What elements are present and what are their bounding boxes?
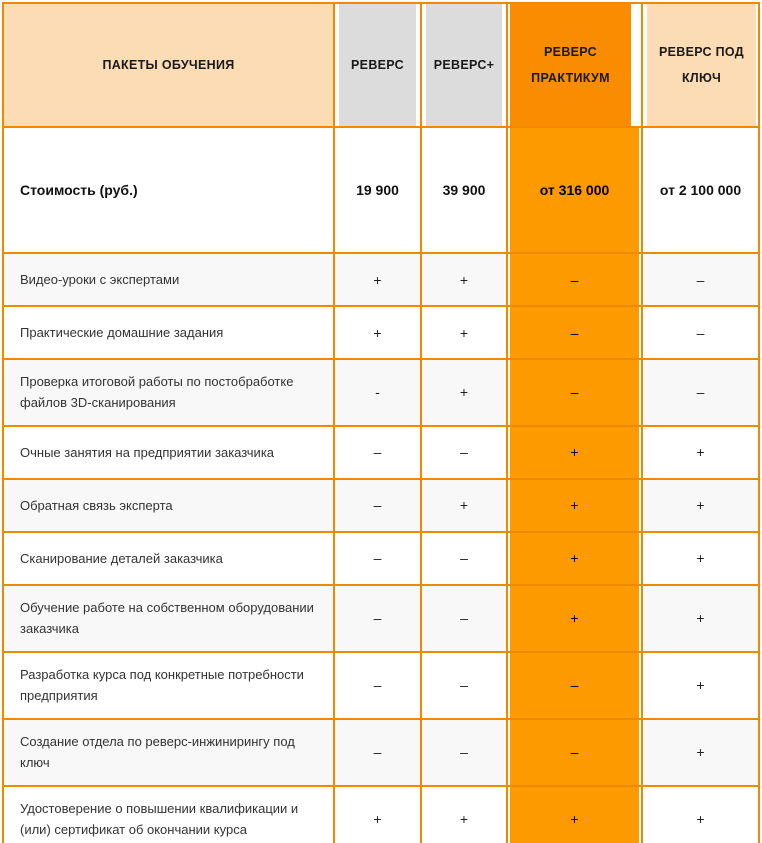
table-title: ПАКЕТЫ ОБУЧЕНИЯ bbox=[102, 58, 235, 72]
feature-mark: + bbox=[333, 254, 420, 305]
feature-mark: – bbox=[420, 653, 506, 718]
feature-mark: – bbox=[333, 427, 420, 478]
table-row bbox=[4, 785, 758, 843]
feature-mark: + bbox=[641, 653, 758, 718]
table-row bbox=[4, 252, 758, 305]
feature-name: Практические домашние задания bbox=[20, 324, 224, 340]
column-header-revers-pod-klyuch bbox=[641, 4, 758, 126]
feature-mark: – bbox=[506, 720, 641, 785]
price-value: от 2 100 000 bbox=[641, 128, 758, 252]
feature-name: Создание отдела по реверс-инжинирингу под ключ bbox=[20, 733, 295, 771]
feature-mark: + bbox=[641, 720, 758, 785]
feature-mark: – bbox=[506, 307, 641, 358]
feature-name: Очные занятия на предприятии заказчика bbox=[20, 444, 275, 460]
feature-mark: + bbox=[420, 787, 506, 843]
table-row bbox=[4, 651, 758, 718]
column-header-revers-plus bbox=[420, 4, 506, 126]
feature-mark: – bbox=[506, 360, 641, 425]
feature-mark: + bbox=[641, 586, 758, 651]
feature-mark: + bbox=[420, 307, 506, 358]
table-row bbox=[4, 478, 758, 531]
feature-mark: + bbox=[506, 533, 641, 584]
feature-mark: – bbox=[641, 254, 758, 305]
feature-mark: + bbox=[506, 427, 641, 478]
feature-mark: + bbox=[641, 533, 758, 584]
feature-mark: - bbox=[333, 360, 420, 425]
training-packages-table bbox=[2, 2, 760, 843]
feature-name: Сканирование деталей заказчика bbox=[20, 550, 223, 566]
price-value: 19 900 bbox=[333, 128, 420, 252]
table-row bbox=[4, 718, 758, 785]
feature-mark: + bbox=[420, 360, 506, 425]
feature-mark: – bbox=[641, 360, 758, 425]
feature-mark: – bbox=[506, 254, 641, 305]
feature-name: Обратная связь эксперта bbox=[20, 497, 173, 513]
feature-mark: + bbox=[333, 307, 420, 358]
column-header-label: РЕВЕРС ПОД КЛЮЧ bbox=[647, 4, 756, 126]
feature-mark: + bbox=[506, 586, 641, 651]
table-row bbox=[4, 358, 758, 425]
feature-name: Разработка курса под конкретные потребности предприятия bbox=[20, 666, 304, 704]
feature-mark: – bbox=[333, 720, 420, 785]
feature-mark: – bbox=[506, 653, 641, 718]
price-row bbox=[4, 126, 758, 252]
price-row-label: Стоимость (руб.) bbox=[20, 182, 138, 198]
feature-name: Обучение работе на собственном оборудовании заказчика bbox=[20, 599, 314, 637]
feature-mark: + bbox=[420, 480, 506, 531]
table-row bbox=[4, 425, 758, 478]
table-row bbox=[4, 531, 758, 584]
feature-mark: – bbox=[420, 427, 506, 478]
feature-mark: – bbox=[641, 307, 758, 358]
column-header-revers-praktikum bbox=[506, 4, 641, 126]
column-header-label: РЕВЕРС bbox=[339, 4, 416, 126]
price-value: от 316 000 bbox=[506, 128, 641, 252]
feature-name: Проверка итоговой работы по постобработке файлов 3D-сканирования bbox=[20, 374, 294, 411]
table-row bbox=[4, 305, 758, 358]
feature-name: Видео-уроки с экспертами bbox=[20, 271, 180, 287]
feature-mark: – bbox=[420, 586, 506, 651]
feature-mark: + bbox=[506, 480, 641, 531]
feature-name: Удостоверение о повышении квалификации и (или) сертификат об окончании курса bbox=[20, 800, 299, 837]
feature-mark: – bbox=[333, 653, 420, 718]
feature-mark: + bbox=[420, 254, 506, 305]
table-title-cell bbox=[4, 4, 333, 126]
feature-mark: + bbox=[641, 427, 758, 478]
feature-mark: + bbox=[641, 480, 758, 531]
feature-mark: – bbox=[420, 533, 506, 584]
feature-mark: + bbox=[506, 787, 641, 843]
feature-mark: – bbox=[420, 720, 506, 785]
column-header-label: РЕВЕРС ПРАКТИКУМ bbox=[510, 4, 631, 126]
feature-mark: – bbox=[333, 586, 420, 651]
feature-mark: – bbox=[333, 480, 420, 531]
price-value: 39 900 bbox=[420, 128, 506, 252]
feature-mark: + bbox=[641, 787, 758, 843]
column-header-revers bbox=[333, 4, 420, 126]
table-row bbox=[4, 584, 758, 651]
feature-mark: + bbox=[333, 787, 420, 843]
table-header-row bbox=[4, 4, 758, 126]
column-header-label: РЕВЕРС+ bbox=[426, 4, 502, 126]
feature-mark: – bbox=[333, 533, 420, 584]
